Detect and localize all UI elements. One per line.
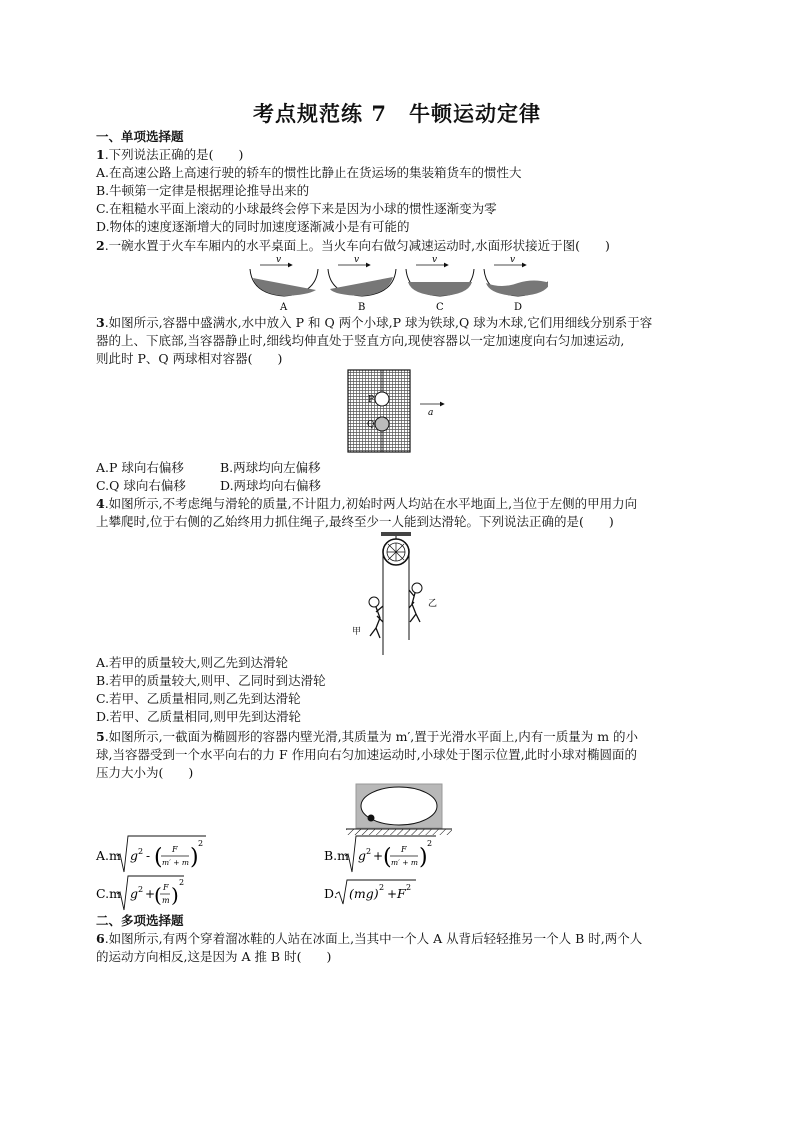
svg-text:v: v (354, 256, 360, 265)
svg-text:+: + (387, 887, 398, 901)
question-4-option-b: B.若甲的质量较大,则甲、乙同时到达滑轮 (96, 673, 326, 688)
svg-text:F: F (172, 845, 178, 854)
svg-text:甲: 甲 (352, 627, 362, 637)
climber-right (409, 583, 422, 622)
bowl-d (484, 256, 548, 313)
question-number: 5 (96, 729, 105, 744)
svg-text:): ) (190, 845, 199, 870)
question-6-stem-line-1 (96, 930, 642, 947)
svg-text:-: - (146, 849, 151, 863)
question-3-stem-line-2: 器的上、下底部,当容器静止时,细线均伸直处于竖直方向,现使容器以一定加速度向右匀加速运动, (96, 333, 625, 348)
svg-text:2: 2 (138, 885, 144, 894)
ceiling-mount (381, 532, 411, 536)
question-text: .如图所示,有两个穿着溜冰鞋的人站在冰面上,当其中一个人 A 从背后轻轻推另一个人 B 时,两个人 (104, 931, 643, 946)
question-text: .如图所示,不考虑绳与滑轮的质量,不计阻力,初始时两人均站在水平地面上,当位于左侧的甲用力向 (104, 496, 638, 511)
svg-text:v: v (276, 256, 282, 265)
question-5-option-a (94, 830, 214, 876)
question-4-option-d: D.若甲、乙质量相同,则甲先到达滑轮 (96, 709, 302, 724)
section-multiple-choice: 二、多项选择题 (96, 913, 184, 928)
svg-text:g: g (130, 848, 139, 863)
question-4-stem-line-2: 上攀爬时,位于右侧的乙始终用力抓住绳子,最终至少一人能到达滑轮。下列说法正确的是( ) (96, 514, 614, 529)
svg-text:m′ + m: m′ + m (391, 858, 418, 867)
question-3-option-b: B.两球均向左偏移 (220, 460, 321, 475)
question-1-option-d: D.物体的速度逐渐增大的同时加速度逐渐减小是有可能的 (96, 219, 410, 234)
question-5-stem-line-2: 球,当容器受到一个水平向右的力 F 作用向右匀加速运动时,小球处于图示位置,此时小球对椭圆面的 (96, 747, 638, 762)
svg-text:+: + (373, 849, 384, 863)
question-5-option-b (322, 830, 452, 876)
question-4-option-a: A.若甲的质量较大,则乙先到达滑轮 (96, 655, 288, 670)
svg-text:(: ( (154, 883, 162, 907)
section-single-choice: 一、单项选择题 (96, 129, 184, 144)
svg-text:A: A (280, 302, 288, 313)
svg-text:F: F (163, 883, 169, 892)
question-3-option-d: D.两球均向右偏移 (220, 478, 322, 493)
svg-text:A.m: A.m (96, 848, 121, 863)
question-5-stem-line-1 (96, 728, 638, 745)
question-number: 2 (96, 238, 105, 253)
question-text: .如图所示,一截面为椭圆形的容器内壁光滑,其质量为 m′,置于光滑水平面上,内有一质量为 m 的小 (104, 729, 639, 744)
svg-text:v: v (432, 256, 438, 265)
question-text: .一碗水置于火车车厢内的水平桌面上。当火车向右做匀减速运动时,水面形状接近于图( ) (104, 238, 610, 253)
climber-left (369, 597, 383, 638)
svg-text:2: 2 (406, 883, 412, 892)
svg-text:2: 2 (379, 883, 385, 892)
svg-text:B: B (358, 302, 366, 313)
svg-text:2: 2 (198, 839, 204, 848)
svg-text:g: g (358, 848, 367, 863)
question-5-option-c (94, 872, 204, 912)
question-1-stem (96, 146, 243, 163)
svg-text:Q: Q (367, 420, 375, 430)
svg-text:(: ( (154, 845, 163, 870)
svg-text:F: F (397, 886, 406, 901)
svg-text:D: D (514, 302, 523, 313)
question-text: .如图所示,容器中盛满水,水中放入 P 和 Q 两个小球,P 球为铁球,Q 球为木球,它们用细线分别系于容 (104, 315, 653, 330)
svg-text:(: ( (383, 845, 392, 870)
question-1-option-b: B.牛顿第一定律是根据理论推导出来的 (96, 183, 310, 198)
question-3-option-c: C.Q 球向右偏移 (96, 478, 186, 493)
question-4-option-c: C.若甲、乙质量相同,则乙先到达滑轮 (96, 691, 301, 706)
pulley-figure (346, 530, 446, 660)
question-1-option-a: A.在高速公路上高速行驶的轿车的惯性比静止在货运场的集装箱货车的惯性大 (96, 165, 522, 180)
svg-text:2: 2 (179, 878, 185, 887)
question-5-option-d (322, 876, 432, 908)
page-title: 考点规范练 7 牛顿运动定律 (253, 101, 541, 126)
question-number: 1 (96, 147, 105, 162)
svg-text:B.m: B.m (324, 848, 350, 863)
svg-text:C: C (436, 302, 444, 313)
svg-text:m′ + m: m′ + m (162, 858, 189, 867)
question-1-option-c: C.在粗糙水平面上滚动的小球最终会停下来是因为小球的惯性逐渐变为零 (96, 201, 497, 216)
svg-text:): ) (171, 883, 179, 907)
question-4-stem-line-1 (96, 495, 637, 512)
svg-text:a: a (428, 408, 434, 418)
svg-text:(mg): (mg) (349, 886, 379, 901)
question-5-stem-line-3: 压力大小为( ) (96, 765, 194, 780)
svg-text:C.m: C.m (96, 886, 121, 901)
bowl-c (406, 256, 474, 313)
ball-q (375, 417, 389, 431)
svg-text:v: v (510, 256, 516, 265)
svg-text:2: 2 (427, 839, 433, 848)
svg-text:乙: 乙 (428, 599, 438, 609)
question-text: .下列说法正确的是( ) (104, 147, 244, 162)
svg-text:2: 2 (366, 847, 372, 856)
question-3-stem-line-3: 则此时 P、Q 两球相对容器( ) (96, 351, 283, 366)
svg-text:P: P (368, 395, 375, 405)
svg-text:): ) (419, 845, 428, 870)
question-number: 3 (96, 315, 105, 330)
question-3-stem-line-1 (96, 314, 652, 331)
svg-text:g: g (130, 886, 139, 901)
svg-text:D.: D. (324, 886, 338, 901)
ball-p (375, 392, 389, 406)
svg-text:F: F (401, 845, 407, 854)
container-figure (346, 368, 456, 454)
svg-text:m: m (162, 896, 170, 905)
question-3-option-a: A.P 球向右偏移 (96, 460, 184, 475)
bowl-b (328, 256, 396, 313)
question-2-stem (96, 237, 610, 254)
svg-text:+: + (145, 887, 156, 901)
question-number: 4 (96, 496, 105, 511)
svg-text:2: 2 (138, 847, 144, 856)
small-ball (368, 815, 375, 822)
question-6-stem-line-2: 的运动方向相反,这是因为 A 推 B 时( ) (96, 949, 332, 964)
question-number: 6 (96, 931, 105, 946)
bowl-a (250, 256, 318, 313)
bowls-figure (248, 256, 548, 314)
